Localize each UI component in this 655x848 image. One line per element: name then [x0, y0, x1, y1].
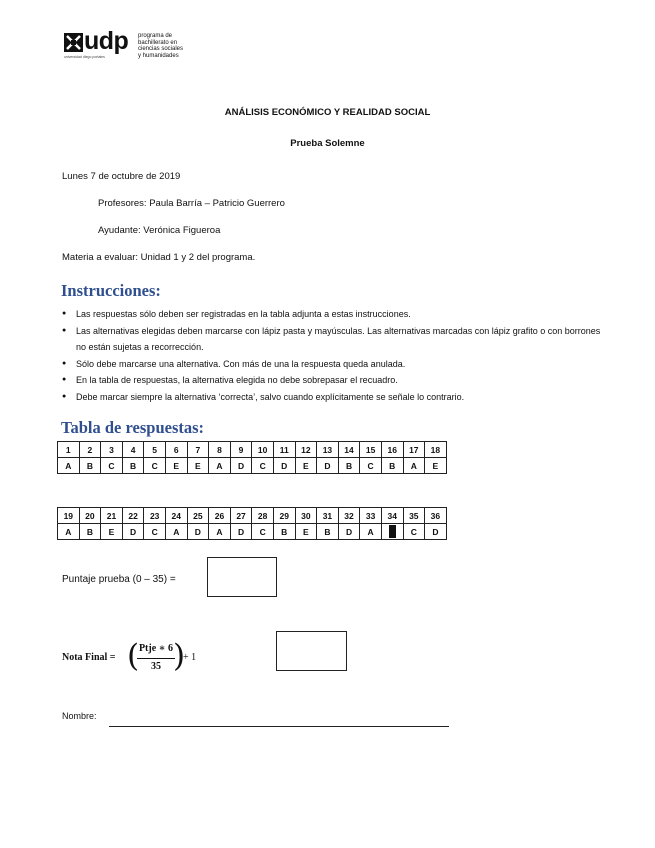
- question-number: 14: [338, 442, 360, 458]
- instruction-item: ● Las respuestas sólo deben ser registradas en la tabla adjunta a estas instrucciones.: [62, 306, 602, 323]
- answer-cell[interactable]: D: [230, 458, 252, 474]
- question-number: 21: [101, 508, 123, 524]
- grade-numerator: Ptje ∗ 6: [138, 643, 174, 654]
- answer-cell[interactable]: D: [273, 458, 295, 474]
- answer-cell[interactable]: E: [295, 524, 317, 540]
- answer-cell[interactable]: A: [360, 524, 382, 540]
- question-number: 34: [381, 508, 403, 524]
- answer-cell[interactable]: B: [273, 524, 295, 540]
- answer-cell[interactable]: B: [381, 458, 403, 474]
- answer-cell[interactable]: B: [79, 458, 101, 474]
- answer-cell[interactable]: E: [295, 458, 317, 474]
- answer-cell[interactable]: C: [252, 458, 274, 474]
- question-number-row: [58, 508, 447, 524]
- question-number: 15: [360, 442, 382, 458]
- fraction-bar: [137, 658, 175, 659]
- answer-cell-filled[interactable]: [381, 524, 403, 540]
- logo-mark-icon: [64, 33, 83, 52]
- answer-cell[interactable]: D: [122, 524, 144, 540]
- question-number: 33: [360, 508, 382, 524]
- answer-cell[interactable]: A: [58, 458, 80, 474]
- question-number: 36: [425, 508, 447, 524]
- answers-table-2: [57, 507, 447, 540]
- instruction-item: ● Sólo debe marcarse una alternativa. Con más de una la respuesta queda anulada.: [62, 356, 602, 373]
- answer-cell[interactable]: C: [360, 458, 382, 474]
- question-number: 28: [252, 508, 274, 524]
- question-number: 13: [317, 442, 339, 458]
- exam-date: Lunes 7 de octubre de 2019: [62, 171, 181, 182]
- answer-cell[interactable]: A: [165, 524, 187, 540]
- question-number: 20: [79, 508, 101, 524]
- question-number: 32: [338, 508, 360, 524]
- grade-plus-term: + 1: [183, 652, 197, 663]
- question-number: 16: [381, 442, 403, 458]
- left-paren: (: [127, 638, 140, 674]
- question-number-row: [58, 442, 447, 458]
- grade-box[interactable]: [276, 631, 347, 671]
- score-box[interactable]: [207, 557, 277, 597]
- question-number: 3: [101, 442, 123, 458]
- answers-heading: Tabla de respuestas:: [61, 418, 205, 437]
- question-number: 18: [425, 442, 447, 458]
- document-subtitle: Prueba Solemne: [290, 138, 365, 149]
- logo-subtitle: universidad diego portales: [64, 55, 105, 59]
- question-number: 27: [230, 508, 252, 524]
- answer-cell[interactable]: C: [252, 524, 274, 540]
- answer-cell[interactable]: A: [209, 524, 231, 540]
- filled-mark: [389, 525, 396, 538]
- score-label: Puntaje prueba (0 – 35) =: [62, 574, 176, 585]
- answer-cell[interactable]: A: [403, 458, 425, 474]
- answer-cell[interactable]: D: [230, 524, 252, 540]
- question-number: 30: [295, 508, 317, 524]
- professors-line: Profesores: Paula Barría – Patricio Guerrero: [98, 198, 285, 209]
- question-number: 8: [209, 442, 231, 458]
- answer-cell[interactable]: B: [338, 458, 360, 474]
- answer-cell[interactable]: B: [122, 458, 144, 474]
- question-number: 5: [144, 442, 166, 458]
- subject-line: Materia a evaluar: Unidad 1 y 2 del programa.: [62, 252, 256, 263]
- answer-row: [58, 458, 447, 474]
- answer-cell[interactable]: D: [317, 458, 339, 474]
- answer-cell[interactable]: C: [403, 524, 425, 540]
- question-number: 6: [165, 442, 187, 458]
- right-paren: ): [173, 638, 186, 674]
- answer-row: [58, 524, 447, 540]
- answer-cell[interactable]: D: [338, 524, 360, 540]
- answer-cell[interactable]: B: [79, 524, 101, 540]
- instruction-item: ● Las alternativas elegidas deben marcarse con lápiz pasta y mayúsculas. Las alternativas marcadas con lápiz grafito o con borrones no están sujetas a recorrección.: [62, 323, 602, 356]
- assistant-line: Ayudante: Verónica Figueroa: [98, 225, 221, 236]
- question-number: 2: [79, 442, 101, 458]
- answer-cell[interactable]: E: [165, 458, 187, 474]
- question-number: 10: [252, 442, 274, 458]
- logo-word: udp: [84, 27, 129, 55]
- question-number: 12: [295, 442, 317, 458]
- answer-cell[interactable]: A: [58, 524, 80, 540]
- answer-cell[interactable]: E: [187, 458, 209, 474]
- answer-cell[interactable]: C: [144, 458, 166, 474]
- question-number: 22: [122, 508, 144, 524]
- grade-denominator: 35: [151, 661, 161, 672]
- document-title: ANÁLISIS ECONÓMICO Y REALIDAD SOCIAL: [224, 107, 431, 118]
- udp-logo: [64, 27, 204, 63]
- question-number: 7: [187, 442, 209, 458]
- answer-cell[interactable]: D: [187, 524, 209, 540]
- grade-label: Nota Final =: [62, 652, 116, 663]
- question-number: 26: [209, 508, 231, 524]
- question-number: 19: [58, 508, 80, 524]
- answer-cell[interactable]: D: [425, 524, 447, 540]
- answer-cell[interactable]: E: [425, 458, 447, 474]
- question-number: 25: [187, 508, 209, 524]
- question-number: 31: [317, 508, 339, 524]
- question-number: 35: [403, 508, 425, 524]
- answer-cell[interactable]: B: [317, 524, 339, 540]
- name-line[interactable]: [109, 726, 449, 727]
- answer-cell[interactable]: C: [101, 458, 123, 474]
- answer-cell[interactable]: A: [209, 458, 231, 474]
- logo-side-text: programa de bachillerato en ciencias sociales y humanidades: [138, 33, 184, 59]
- name-label: Nombre:: [62, 711, 97, 721]
- instructions-list: [62, 306, 602, 405]
- question-number: 24: [165, 508, 187, 524]
- question-number: 17: [403, 442, 425, 458]
- instruction-item: ● Debe marcar siempre la alternativa ‘correcta’, salvo cuando explícitamente se señale lo contrario.: [62, 389, 602, 406]
- question-number: 1: [58, 442, 80, 458]
- instruction-item: ● En la tabla de respuestas, la alternativa elegida no debe sobrepasar el recuadro.: [62, 372, 602, 389]
- question-number: 4: [122, 442, 144, 458]
- question-number: 23: [144, 508, 166, 524]
- answer-cell[interactable]: E: [101, 524, 123, 540]
- question-number: 11: [273, 442, 295, 458]
- question-number: 29: [273, 508, 295, 524]
- answer-cell[interactable]: C: [144, 524, 166, 540]
- instructions-heading: Instrucciones:: [61, 281, 161, 300]
- answers-table-1: [57, 441, 447, 474]
- question-number: 9: [230, 442, 252, 458]
